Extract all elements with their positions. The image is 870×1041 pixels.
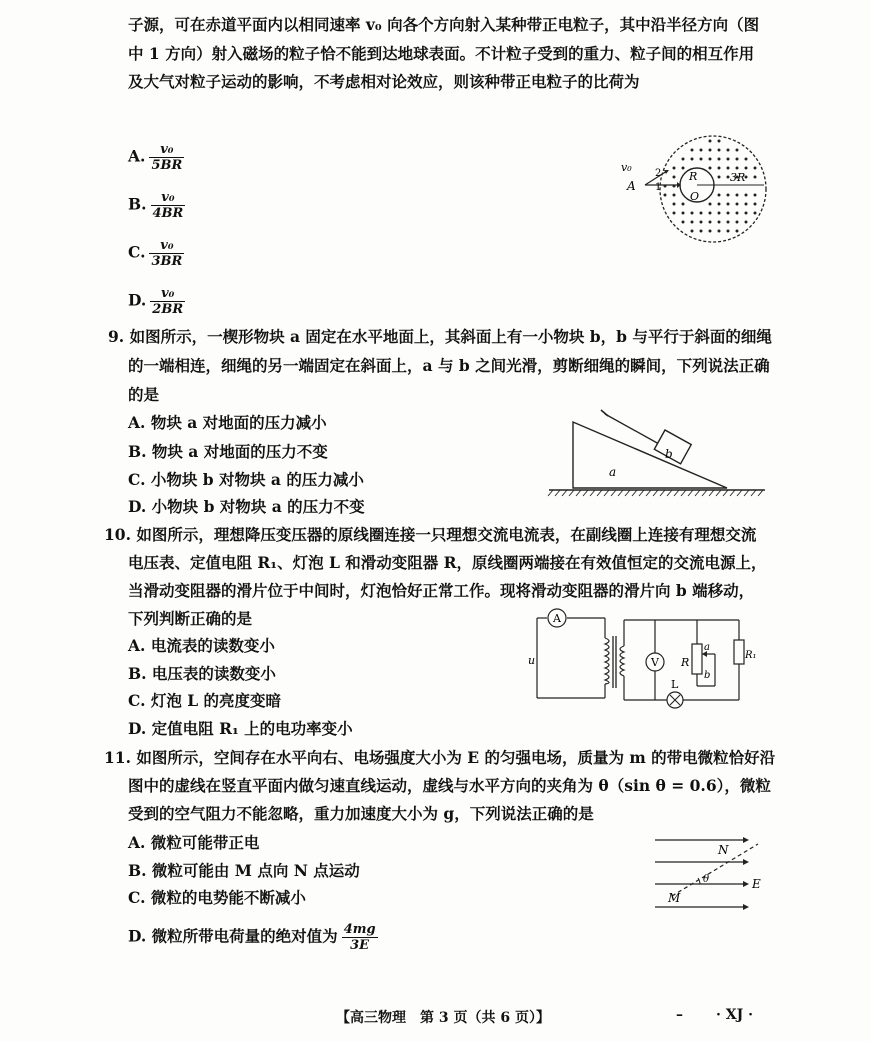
option-label: B.	[128, 194, 147, 214]
field-dot	[682, 158, 685, 161]
field-dot	[691, 230, 694, 233]
hatch-mark	[702, 490, 707, 496]
field-dot	[736, 212, 739, 215]
field-dot	[709, 140, 712, 143]
page-footer: 【高三物理 第 3 页（共 6 页）】	[336, 1010, 550, 1026]
hatch-mark	[618, 490, 623, 496]
point-a-label: A	[627, 179, 636, 193]
q10-line-1: 10. 如图所示，理想降压变压器的原线圈连接一只理想交流电流表，在副线圈上连接有理想交流	[104, 525, 757, 544]
q9-line-3: 的是	[128, 385, 160, 404]
field-dot	[727, 149, 730, 152]
option-label: C.	[128, 242, 146, 262]
field-dot	[736, 230, 739, 233]
hatch-mark	[646, 490, 651, 496]
field-dot	[736, 149, 739, 152]
field-dot	[727, 194, 730, 197]
field-dot	[700, 221, 703, 224]
field-dot	[718, 221, 721, 224]
field-dot	[745, 203, 748, 206]
rope-anchor	[601, 410, 608, 416]
rheostat	[692, 644, 702, 674]
hatch-mark	[737, 490, 742, 496]
radius-3r-label: 3R	[730, 171, 746, 184]
field-dot	[718, 176, 721, 179]
hatch-mark	[569, 490, 574, 496]
field-dot	[745, 194, 748, 197]
field-dot	[718, 212, 721, 215]
hatch-mark	[709, 490, 714, 496]
fraction	[149, 238, 184, 269]
field-dot	[718, 149, 721, 152]
field-dot	[691, 212, 694, 215]
field-dot	[673, 167, 676, 170]
q11-line-2: 图中的虚线在竖直平面内做匀速直线运动，虚线与水平方向的夹角为 θ（sin θ = 0.6），微粒	[128, 776, 771, 795]
fraction	[149, 142, 184, 173]
denominator: 2BR	[152, 302, 184, 317]
field-dot	[691, 149, 694, 152]
hatch-mark	[562, 490, 567, 496]
denominator: 5BR	[151, 158, 183, 173]
denominator: 3BR	[151, 254, 183, 269]
q11-option-b: B. 微粒可能由 M 点向 N 点运动	[128, 861, 360, 880]
block-b-label: b	[665, 447, 673, 461]
q10-line-3: 当滑动变阻器的滑片位于中间时，灯泡恰好正常工作。现将滑动变阻器的滑片向 b 端移动，	[128, 581, 755, 600]
hatch-mark	[576, 490, 581, 496]
center-o-label: O	[690, 190, 700, 203]
fraction	[150, 286, 185, 317]
point-n-label: N	[718, 843, 729, 857]
field-dot	[754, 194, 757, 197]
hatch-mark	[688, 490, 693, 496]
end-b-label: b	[704, 670, 711, 681]
field-dot	[736, 158, 739, 161]
field-dot	[727, 212, 730, 215]
q11-option-a: A. 微粒可能带正电	[128, 833, 260, 852]
field-dot	[709, 221, 712, 224]
hatch-mark	[723, 490, 728, 496]
hatch-mark	[548, 490, 553, 496]
field-dot	[736, 167, 739, 170]
field-dot	[691, 221, 694, 224]
hatch-mark	[583, 490, 588, 496]
angle-theta-label: θ	[703, 874, 710, 885]
q8-option-b	[128, 190, 185, 221]
q9-line-1: 9. 如图所示，一楔形物块 a 固定在水平地面上，其斜面上有一小物块 b，b 与平行于斜面的细绳	[108, 327, 772, 346]
ground-hatch	[548, 490, 763, 496]
field-dot	[709, 167, 712, 170]
field-dot	[709, 230, 712, 233]
hatch-mark	[625, 490, 630, 496]
hatch-mark	[744, 490, 749, 496]
hatch-mark	[758, 490, 763, 496]
field-dot	[718, 230, 721, 233]
field-dot	[754, 203, 757, 206]
direction-1-label: 1	[655, 182, 662, 193]
field-dot	[673, 194, 676, 197]
field-dot	[718, 158, 721, 161]
field-dot	[754, 167, 757, 170]
q8-option-c	[128, 238, 184, 269]
field-dot	[727, 167, 730, 170]
hatch-mark	[590, 490, 595, 496]
q11-option-c: C. 微粒的电势能不断减小	[128, 888, 306, 907]
source-u-label: u	[528, 654, 536, 667]
field-dot	[673, 203, 676, 206]
option-label: D.	[128, 290, 147, 310]
footer-dash: –	[676, 1007, 683, 1023]
trajectory-dashed	[672, 844, 758, 896]
field-dot	[691, 158, 694, 161]
hatch-mark	[667, 490, 672, 496]
hatch-mark	[730, 490, 735, 496]
numerator: v₀	[149, 238, 184, 254]
q11-line-3: 受到的空气阻力不能忽略，重力加速度大小为 g，下列说法正确的是	[128, 804, 594, 823]
field-dot	[745, 221, 748, 224]
end-a-label: a	[704, 642, 710, 653]
q11-line-1: 11. 如图所示，空间存在水平向右、电场强度大小为 E 的匀强电场，质量为 m 的带电微粒恰好沿	[104, 748, 776, 767]
ammeter-label: A	[553, 612, 561, 625]
hatch-mark	[597, 490, 602, 496]
field-dot	[736, 203, 739, 206]
field-dot	[718, 194, 721, 197]
q10-option-b: B. 电压表的读数变小	[128, 664, 276, 683]
field-dot	[736, 221, 739, 224]
q11-electric-field-figure	[650, 832, 775, 916]
numerator: v₀	[150, 286, 185, 302]
hatch-mark	[716, 490, 721, 496]
q10-line-2: 电压表、定值电阻 R₁、灯泡 L 和滑动变阻器 R，原线圈两端接在有效值恒定的交流电源上，	[128, 553, 767, 572]
option-text: D. 微粒所带电荷量的绝对值为	[128, 926, 338, 946]
v0-label: v₀	[621, 161, 632, 174]
field-dot	[709, 212, 712, 215]
q8-line-3: 及大气对粒子运动的影响，不考虑相对论效应，则该种带正电粒子的比荷为	[128, 72, 640, 91]
hatch-mark	[604, 490, 609, 496]
hatch-mark	[751, 490, 756, 496]
field-dot	[727, 203, 730, 206]
field-dot	[727, 230, 730, 233]
r1-label: R₁	[745, 650, 757, 661]
hatch-mark	[555, 490, 560, 496]
footer-code: · XJ ·	[716, 1007, 753, 1023]
q9-option-d: D. 小物块 b 对物块 a 的压力不变	[128, 497, 365, 516]
q8-magnetic-field-figure	[615, 133, 790, 248]
q8-option-a	[128, 142, 184, 173]
field-dot	[682, 203, 685, 206]
hatch-mark	[674, 490, 679, 496]
field-dot	[700, 149, 703, 152]
q11-option-d	[128, 922, 378, 953]
q8-option-d	[128, 286, 185, 317]
q9-line-2: 的一端相连，细绳的另一端固定在斜面上，a 与 b 之间光滑，剪断细绳的瞬间，下列说法正确	[128, 356, 770, 375]
resistor-r1	[734, 640, 744, 664]
q10-option-d: D. 定值电阻 R₁ 上的电功率变小	[128, 719, 353, 738]
field-dot	[745, 167, 748, 170]
wedge-a	[573, 422, 727, 488]
radius-r-label: R	[689, 170, 698, 183]
field-dot	[736, 194, 739, 197]
numerator: 4mg	[343, 922, 376, 937]
field-dot	[664, 194, 667, 197]
hatch-mark	[681, 490, 686, 496]
numerator: v₀	[149, 142, 184, 158]
voltmeter-label: V	[651, 656, 659, 669]
q8-line-2: 中 1 方向）射入磁场的粒子恰不能到达地球表面。不计粒子受到的重力、粒子间的相互作用	[128, 44, 755, 63]
fraction	[342, 922, 378, 953]
denominator: 4BR	[152, 206, 184, 221]
wedge-a-label: a	[609, 465, 617, 479]
q9-option-a: A. 物块 a 对地面的压力减小	[128, 413, 327, 432]
denominator: 3E	[350, 938, 370, 953]
field-dot	[745, 212, 748, 215]
q9-option-c: C. 小物块 b 对物块 a 的压力减小	[128, 470, 364, 489]
field-dot	[709, 158, 712, 161]
hatch-mark	[653, 490, 658, 496]
field-dot	[682, 212, 685, 215]
hatch-mark	[639, 490, 644, 496]
q9-option-b: B. 物块 a 对地面的压力不变	[128, 442, 328, 461]
lamp-l-label: L	[671, 678, 679, 691]
option-label: A.	[128, 146, 146, 166]
field-dot	[700, 212, 703, 215]
field-dot	[700, 230, 703, 233]
hatch-mark	[695, 490, 700, 496]
fraction	[151, 190, 186, 221]
q10-option-a: A. 电流表的读数变小	[128, 636, 275, 655]
hatch-mark	[660, 490, 665, 496]
field-dot	[718, 167, 721, 170]
field-dot	[709, 203, 712, 206]
field-dot	[754, 212, 757, 215]
q9-wedge-figure	[545, 406, 770, 498]
field-dot	[700, 158, 703, 161]
field-dot	[754, 176, 757, 179]
field-dot	[727, 158, 730, 161]
field-dot	[673, 212, 676, 215]
field-dot	[718, 140, 721, 143]
numerator: v₀	[151, 190, 186, 206]
field-dot	[673, 176, 676, 179]
field-dot	[682, 167, 685, 170]
q10-option-c: C. 灯泡 L 的亮度变暗	[128, 691, 282, 710]
q10-line-4: 下列判断正确的是	[128, 609, 253, 628]
field-e-label: E	[752, 877, 761, 891]
rheostat-r-label: R	[681, 656, 690, 669]
field-dot	[682, 221, 685, 224]
direction-2-label: 2	[655, 168, 662, 179]
hatch-mark	[611, 490, 616, 496]
field-dot	[709, 149, 712, 152]
hatch-mark	[632, 490, 637, 496]
field-dot	[718, 203, 721, 206]
field-dot	[745, 158, 748, 161]
field-dot	[727, 221, 730, 224]
point-m-label: M	[668, 891, 681, 905]
q8-line-1: 子源，可在赤道平面内以相同速率 v₀ 向各个方向射入某种带正电粒子，其中沿半径方向（图	[128, 15, 760, 34]
q10-transformer-circuit	[525, 608, 765, 718]
